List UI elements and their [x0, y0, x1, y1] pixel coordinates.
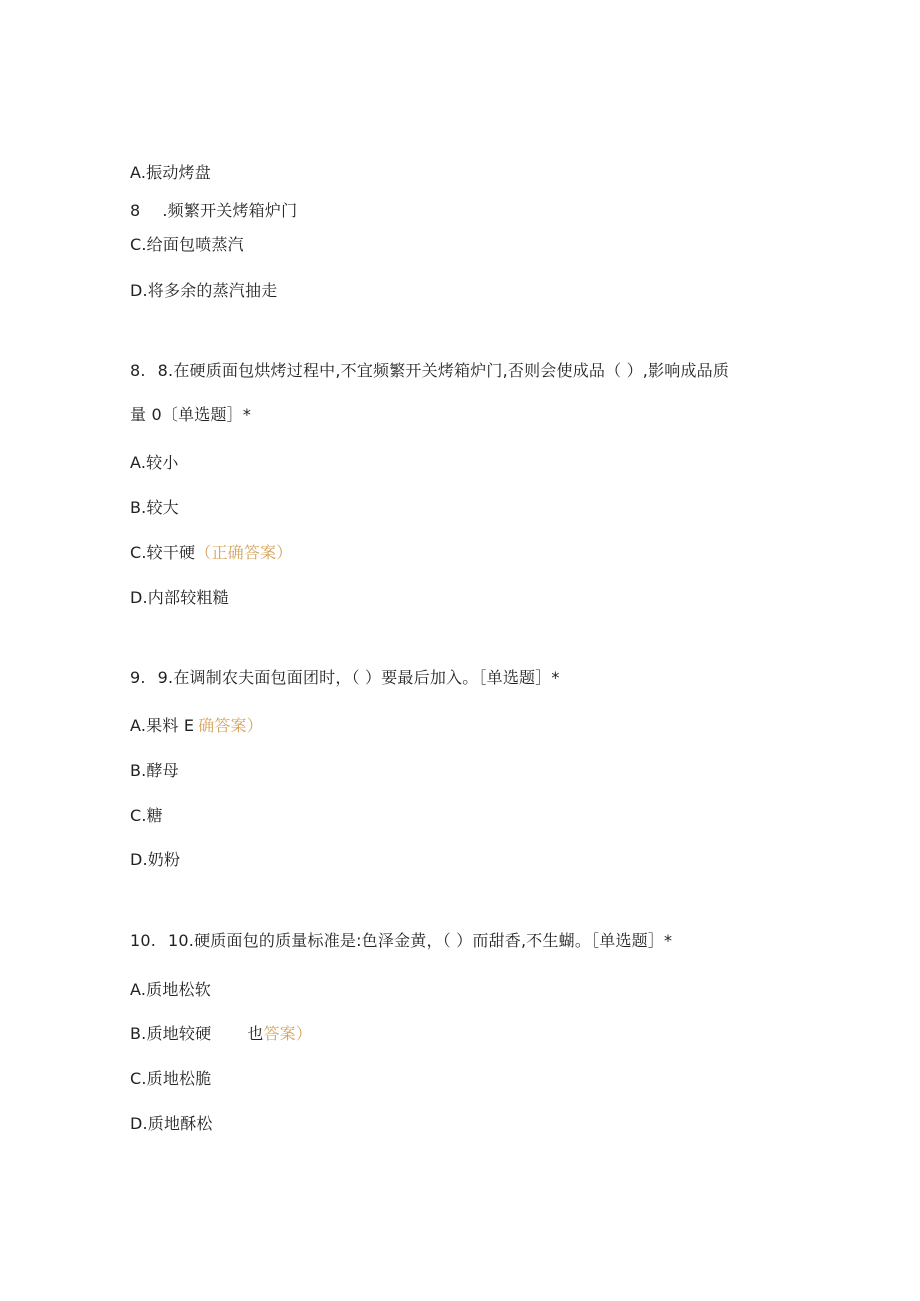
q10-correct-answer-badge: 答案） — [263, 1024, 313, 1043]
q8-correct-answer-badge: （正确答案） — [195, 543, 293, 562]
q8-option-d: D.内部较粗糙 — [130, 588, 229, 607]
q7-option-a: A.振动烤盘 — [130, 163, 211, 182]
q10-option-b-text: B.质地较硬 — [130, 1024, 212, 1043]
q9-option-a-text: A.果料 E — [130, 716, 195, 735]
q10-question — [130, 931, 672, 951]
q9-text: 9.在调制农夫面包面团时，（ ）要最后加入。［单选题］* — [157, 668, 560, 687]
q9-option-a — [130, 716, 263, 736]
q9-option-b: B.酵母 — [130, 761, 179, 780]
q7-option-b-text: .频繁开关烤箱炉门 — [162, 201, 298, 220]
q8-question-line2: 量 0〔单选题］* — [130, 405, 252, 424]
q10-option-c: C.质地松脆 — [130, 1069, 212, 1088]
q8-option-a: A.较小 — [130, 453, 179, 472]
q8-text-line1: 8.在硬质面包烘烤过程中,不宜频繁开关烤箱炉门,否则会使成品（ ）,影响成品质 — [157, 361, 730, 380]
q10-option-d: D.质地酥松 — [130, 1114, 213, 1133]
q9-option-d: D.奶粉 — [130, 850, 181, 869]
q10-option-b — [130, 1024, 312, 1044]
q8-option-c-text: C.较干硬 — [130, 543, 196, 562]
q10-option-a: A.质地松软 — [130, 980, 211, 999]
q8-question-line1 — [130, 361, 729, 381]
q8-number: 8. — [130, 361, 146, 380]
q8-option-c — [130, 543, 292, 563]
q9-number: 9. — [130, 668, 146, 687]
q9-question — [130, 668, 560, 688]
q8-option-b: B.较大 — [130, 498, 179, 517]
q7-option-c: C.给面包喷蒸汽 — [130, 235, 244, 254]
q7-option-d: D.将多余的蒸汽抽走 — [130, 281, 278, 300]
q10-option-b-extra: 也 — [247, 1024, 264, 1043]
q7-option-b-prefix: 8 — [130, 201, 141, 220]
q10-text: 10.硬质面包的质量标准是:色泽金黄，（ ）而甜香,不生蝴。［单选题］* — [168, 931, 673, 950]
q9-option-c: C.糖 — [130, 806, 163, 825]
q7-option-b — [130, 201, 297, 221]
q9-correct-answer-badge: 确答案） — [198, 716, 263, 735]
q10-number: 10. — [130, 931, 157, 950]
